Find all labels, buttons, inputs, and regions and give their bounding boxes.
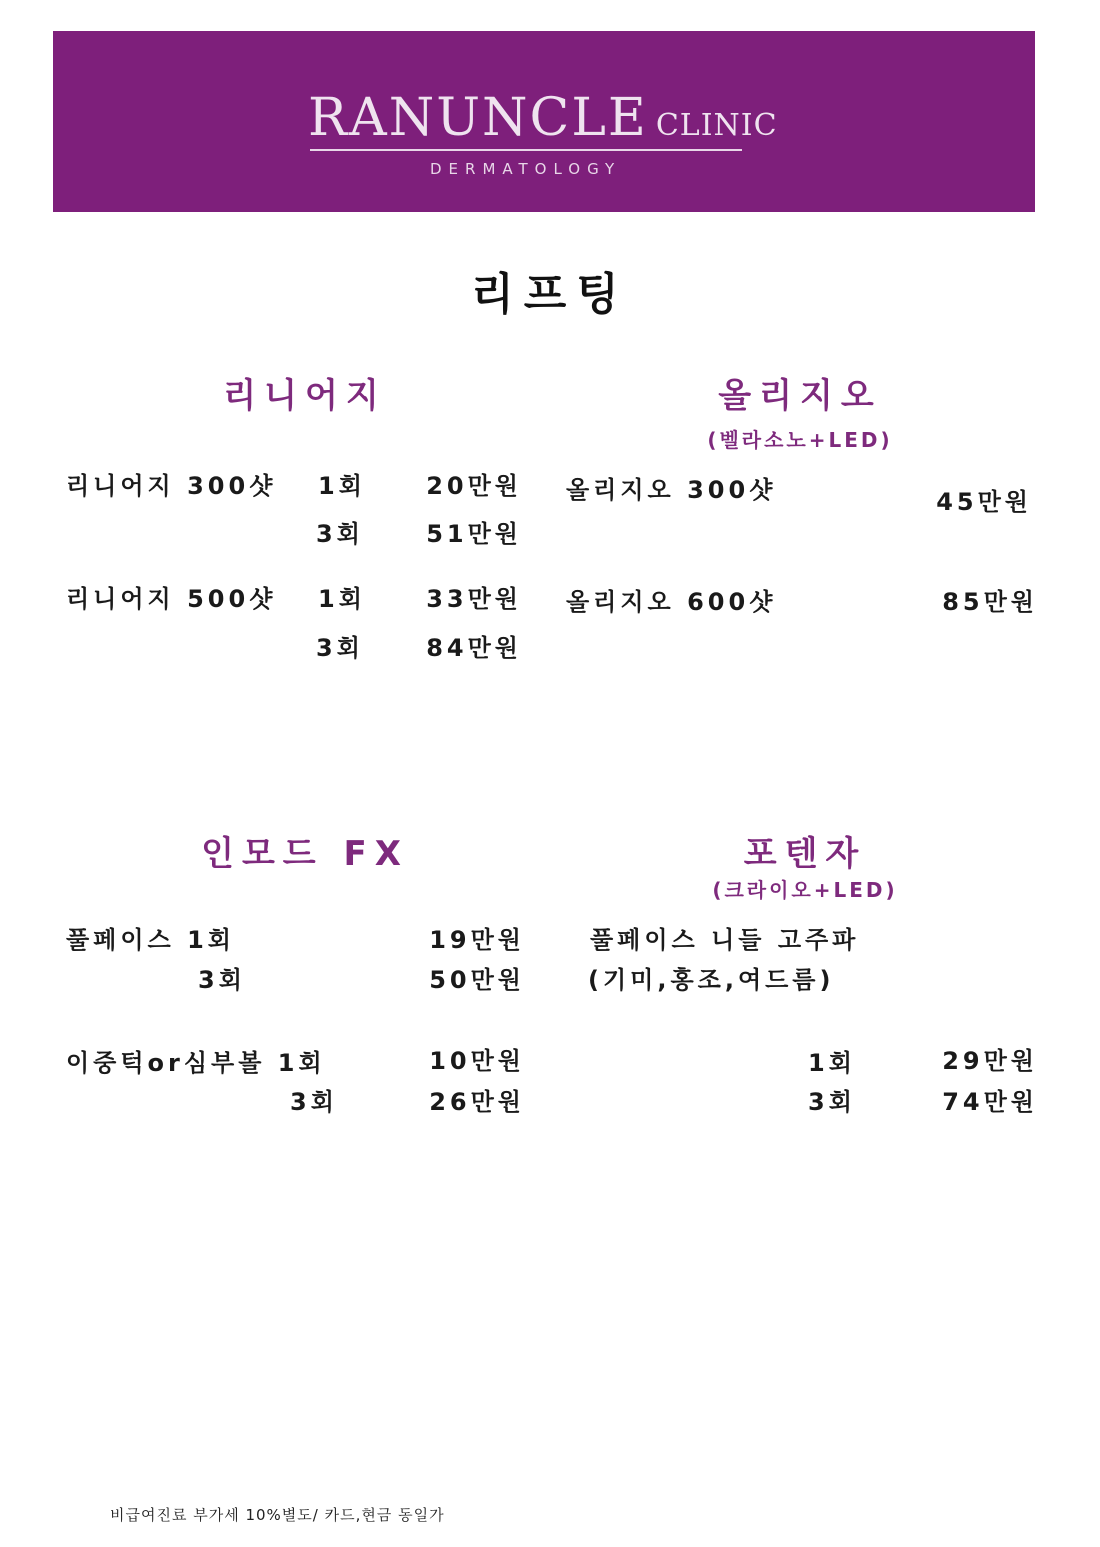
brand-tagline: DERMATOLOGY [430, 160, 622, 178]
brand-suffix: CLINIC [655, 108, 778, 143]
linearz-500-session1: 1회 [318, 585, 366, 613]
linearz-500-session2: 3회 [316, 634, 364, 662]
inmode-chin-price2: 26만원 [429, 1088, 525, 1116]
oligio-300-price: 45만원 [936, 488, 1032, 516]
section-title-inmode: 인모드 FX [201, 834, 409, 874]
linearz-300-name: 리니어지 300샷 [66, 472, 277, 500]
inmode-fullface-price1: 19만원 [429, 926, 525, 954]
inmode-chin-price1: 10만원 [429, 1047, 525, 1075]
oligio-600-name: 올리지오 600샷 [566, 588, 777, 616]
logo-divider [310, 149, 742, 151]
linearz-300-price2: 51만원 [426, 520, 522, 548]
linearz-300-session1: 1회 [318, 472, 366, 500]
linearz-500-name: 리니어지 500샷 [66, 585, 277, 613]
oligio-600-price: 85만원 [942, 588, 1038, 616]
inmode-fullface-price2: 50만원 [429, 966, 525, 994]
linearz-500-price2: 84만원 [426, 634, 522, 662]
inmode-chin-session2: 3회 [290, 1088, 338, 1116]
oligio-300-name: 올리지오 300샷 [566, 476, 777, 504]
potenza-session1: 1회 [808, 1049, 856, 1077]
section-subtitle-potenza: (크라이오+LED) [712, 878, 898, 902]
inmode-fullface-session2: 3회 [198, 966, 246, 994]
page-title: 리프팅 [471, 269, 629, 320]
clinic-logo [308, 88, 778, 148]
section-title-oligio: 올리지오 [718, 376, 882, 416]
potenza-price1: 29만원 [942, 1047, 1038, 1075]
vat-footnote: 비급여진료 부가세 10%별도/ 카드,현금 동일가 [110, 1506, 445, 1524]
inmode-fullface-name: 풀페이스 1회 [66, 926, 235, 954]
inmode-chin-name: 이중턱or심부볼 1회 [66, 1049, 326, 1077]
brand-name: RANUNCLE [308, 88, 648, 148]
linearz-300-session2: 3회 [316, 520, 364, 548]
potenza-description: 풀페이스 니들 고주파 [590, 926, 860, 954]
section-title-linearz: 리니어지 [223, 376, 387, 416]
section-subtitle-oligio: (벨라소노+LED) [707, 428, 893, 452]
linearz-500-price1: 33만원 [426, 585, 522, 613]
section-title-potenza: 포텐자 [743, 834, 867, 874]
potenza-session2: 3회 [808, 1088, 856, 1116]
potenza-price2: 74만원 [942, 1088, 1038, 1116]
linearz-300-price1: 20만원 [426, 472, 522, 500]
potenza-indications: (기미,홍조,여드름) [588, 966, 835, 994]
